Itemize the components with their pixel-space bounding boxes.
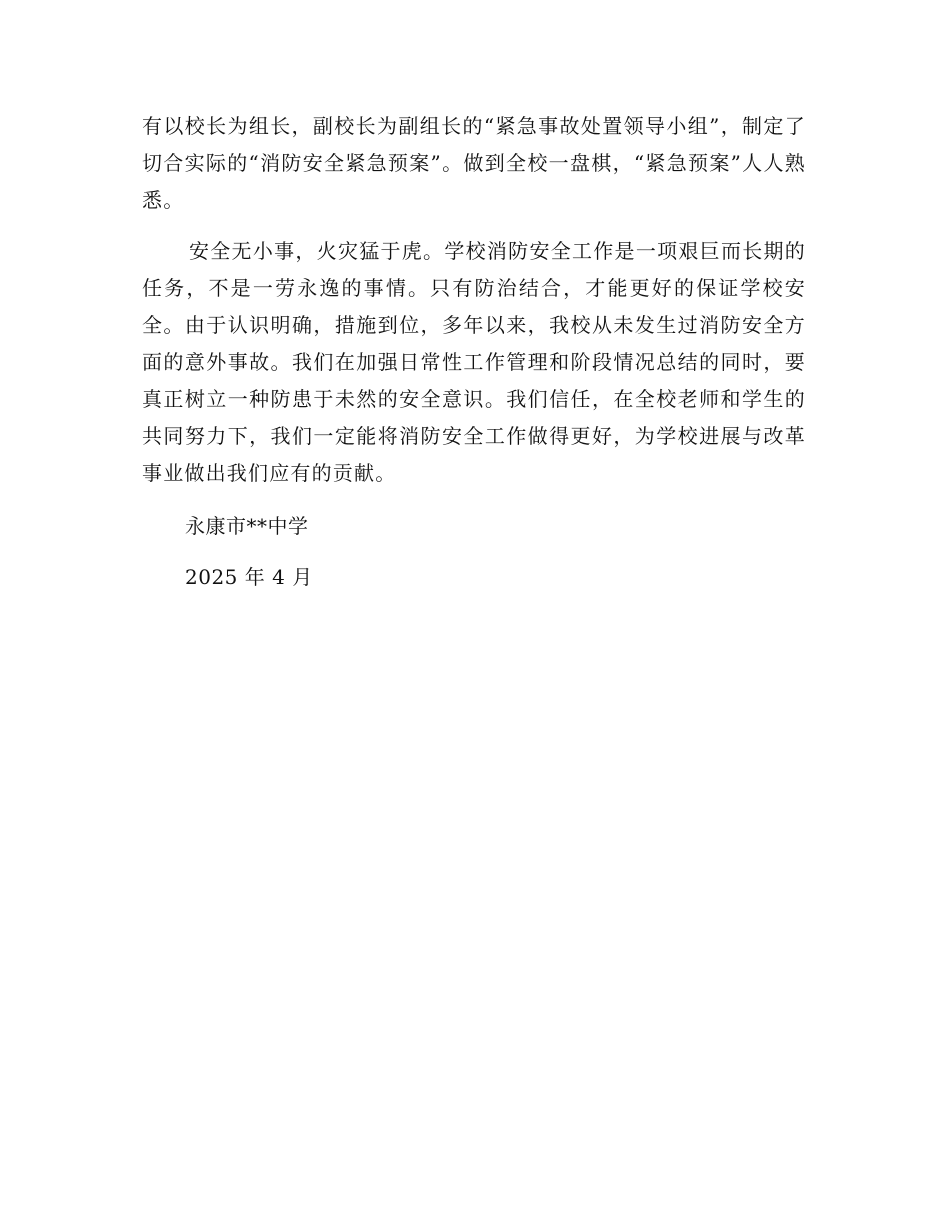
signature-date: 2025 年 4 月 xyxy=(185,565,313,589)
document-body xyxy=(142,108,806,596)
signature-organization: 永康市**中学 xyxy=(185,514,309,538)
paragraph-safety-summary: 安全无小事，火灾猛于虎。学校消防安全工作是一项艰巨而长期的任务，不是一劳永逸的事情。只有防治结合，才能更好的保证学校安全。由于认识明确，措施到位，多年以来，我校从未发生过消防安全方面的意外事故。我们在加强日常性工作管理和阶段情况总结的同时，要真正树立一种防患于未然的安全意识。我们信任，在全校老师和学生的共同努力下，我们一定能将消防安全工作做得更好，为学校进展与改革事业做出我们应有的贡献。 xyxy=(142,239,806,485)
paragraph-emergency-plan: 有以校长为组长，副校长为副组长的“紧急事故处置领导小组”，制定了切合实际的“消防安全紧急预案”。做到全校一盘棋，“紧急预案”人人熟悉。 xyxy=(142,114,806,212)
